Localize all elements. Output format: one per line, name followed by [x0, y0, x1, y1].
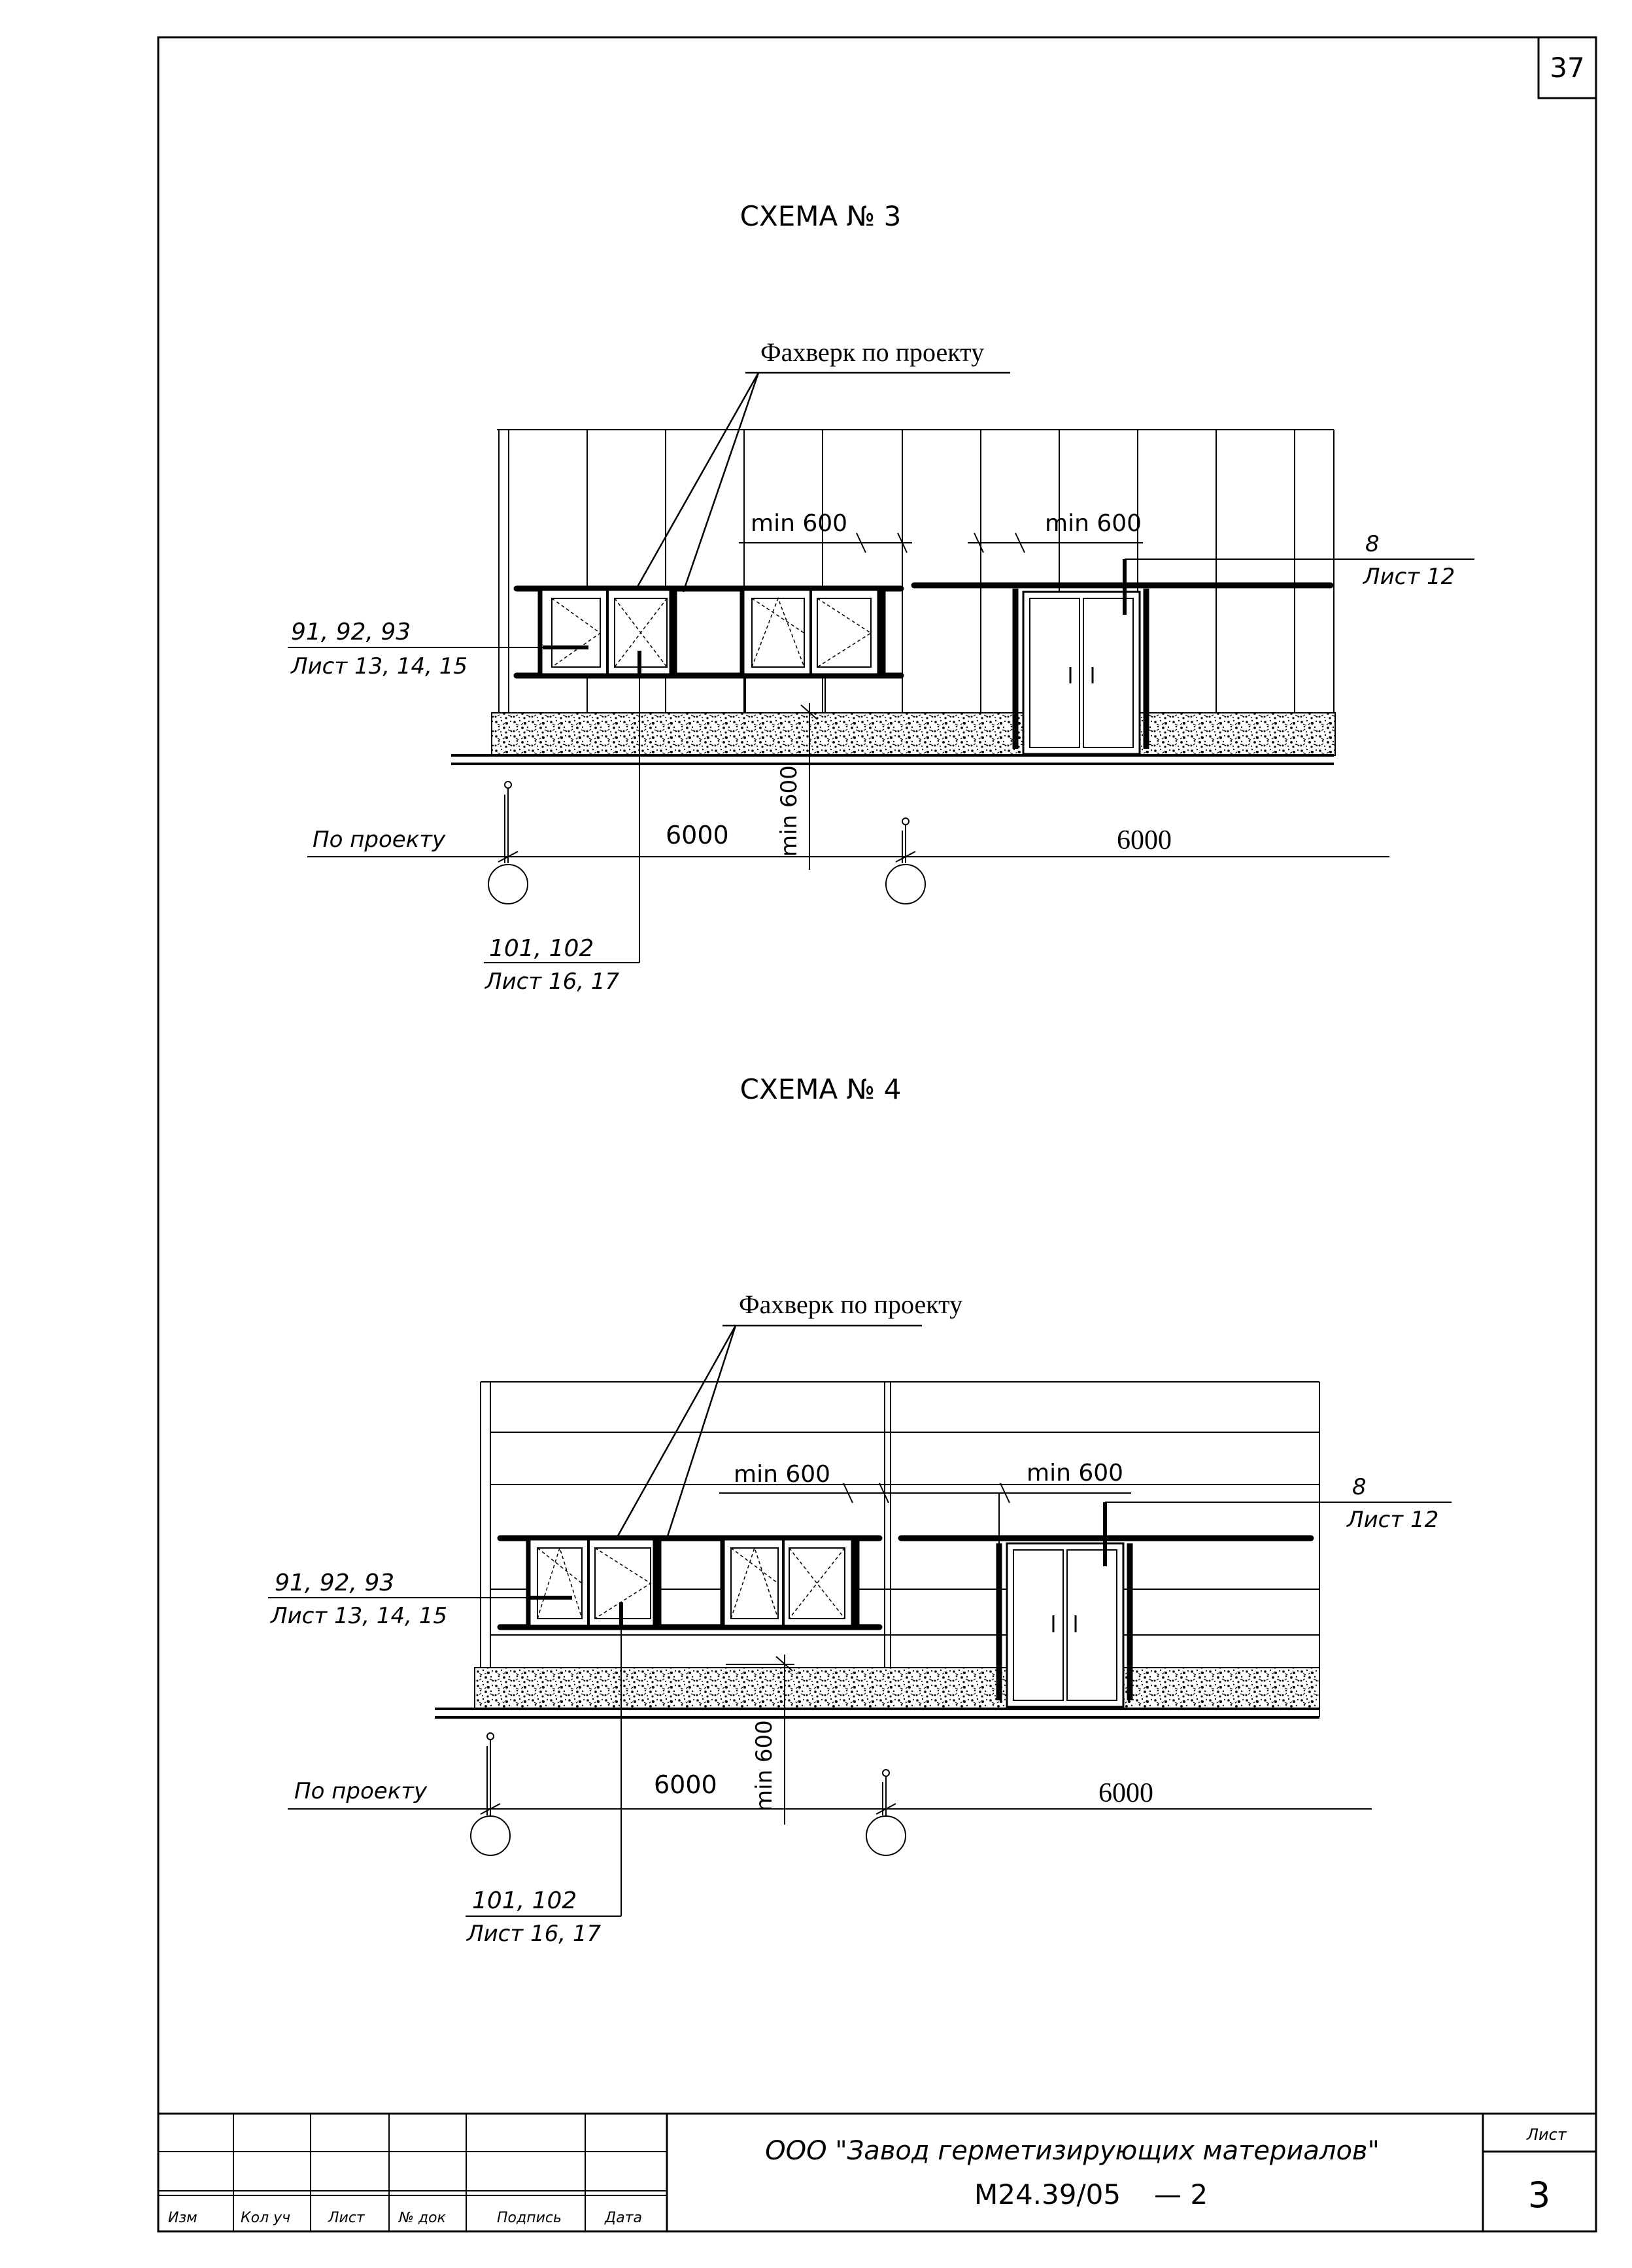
scheme-3-door-sheet: Лист 12 — [1363, 564, 1455, 590]
scheme-3-door-code: 8 — [1365, 531, 1380, 557]
scheme-3-gravel-base — [492, 713, 1335, 755]
scheme-4-title: СХЕМА № 4 — [740, 1073, 902, 1105]
scheme-4-window-codes: 91, 92, 93 — [275, 1570, 395, 1596]
scheme-3-dim-vertical: min 600 — [776, 765, 802, 857]
scheme-3-frame-leader-1 — [638, 373, 758, 587]
scheme-4 — [268, 1073, 1452, 1947]
scheme-4-window-1 — [528, 1538, 659, 1627]
scheme-4-door-sheet: Лист 12 — [1347, 1507, 1439, 1533]
title-col-signature: Подпись — [497, 2210, 562, 2226]
scheme-3-axis-label: По проекту — [313, 827, 446, 853]
scheme-4-dim-right: min 600 — [1027, 1460, 1124, 1486]
title-block — [158, 2114, 1596, 2231]
title-sheet-label: Лист — [1527, 2125, 1567, 2144]
scheme-3-title: СХЕМА № 3 — [740, 200, 902, 232]
scheme-3-frame-leader-2 — [683, 373, 758, 592]
scheme-3-window-codes: 91, 92, 93 — [291, 619, 411, 645]
scheme-3-sill-codes: 101, 102 — [489, 935, 594, 962]
scheme-3 — [288, 200, 1474, 995]
scheme-4-frame-label: Фахверк по проекту — [739, 1290, 963, 1319]
title-col-doc: № док — [399, 2210, 446, 2226]
scheme-3-span-right: 6000 — [1117, 825, 1172, 855]
title-company: ООО "Завод герметизирующих материалов" — [765, 2136, 1380, 2166]
title-col-date: Дата — [605, 2210, 642, 2226]
scheme-4-gravel-base — [475, 1668, 1319, 1709]
scheme-3-axis-marker-1 — [488, 782, 528, 904]
scheme-3-window-2 — [742, 589, 883, 676]
scheme-4-window-sheets: Лист 13, 14, 15 — [271, 1603, 447, 1629]
title-col-kol-uch: Кол уч — [241, 2210, 291, 2226]
scheme-3-sill-sheets: Лист 16, 17 — [485, 969, 620, 995]
title-doc-suffix: — 2 — [1154, 2178, 1208, 2210]
title-doc-number: М24.39/05 — [974, 2178, 1121, 2210]
scheme-3-dim-right: min 600 — [1045, 510, 1142, 537]
title-sheet-number: 3 — [1527, 2174, 1551, 2216]
scheme-4-door — [999, 1543, 1130, 1707]
scheme-4-axis-marker-1 — [471, 1733, 510, 1855]
scheme-4-sill-codes: 101, 102 — [472, 1887, 577, 1914]
scheme-3-dim-left: min 600 — [751, 510, 848, 537]
scheme-3-window-sheets: Лист 13, 14, 15 — [291, 653, 468, 679]
scheme-3-window-1 — [540, 589, 675, 676]
scheme-4-span-right: 6000 — [1098, 1778, 1153, 1808]
scheme-3-axis-marker-2 — [886, 818, 925, 904]
scheme-3-span-left: 6000 — [666, 821, 729, 850]
title-col-list: Лист — [328, 2210, 365, 2226]
scheme-3-frame-label: Фахверк по проекту — [760, 337, 985, 367]
scheme-4-window-2 — [722, 1538, 857, 1627]
scheme-4-span-left: 6000 — [654, 1770, 717, 1799]
scheme-4-axis-label: По проекту — [294, 1778, 428, 1804]
scheme-4-dim-left: min 600 — [734, 1461, 831, 1488]
scheme-4-dim-vertical: min 600 — [751, 1720, 777, 1812]
scheme-4-door-code: 8 — [1352, 1474, 1367, 1500]
scheme-4-axis-marker-2 — [866, 1770, 906, 1855]
page-number: 37 — [1550, 52, 1585, 84]
scheme-4-sill-sheets: Лист 16, 17 — [467, 1921, 602, 1947]
title-col-izm: Изм — [168, 2210, 197, 2226]
